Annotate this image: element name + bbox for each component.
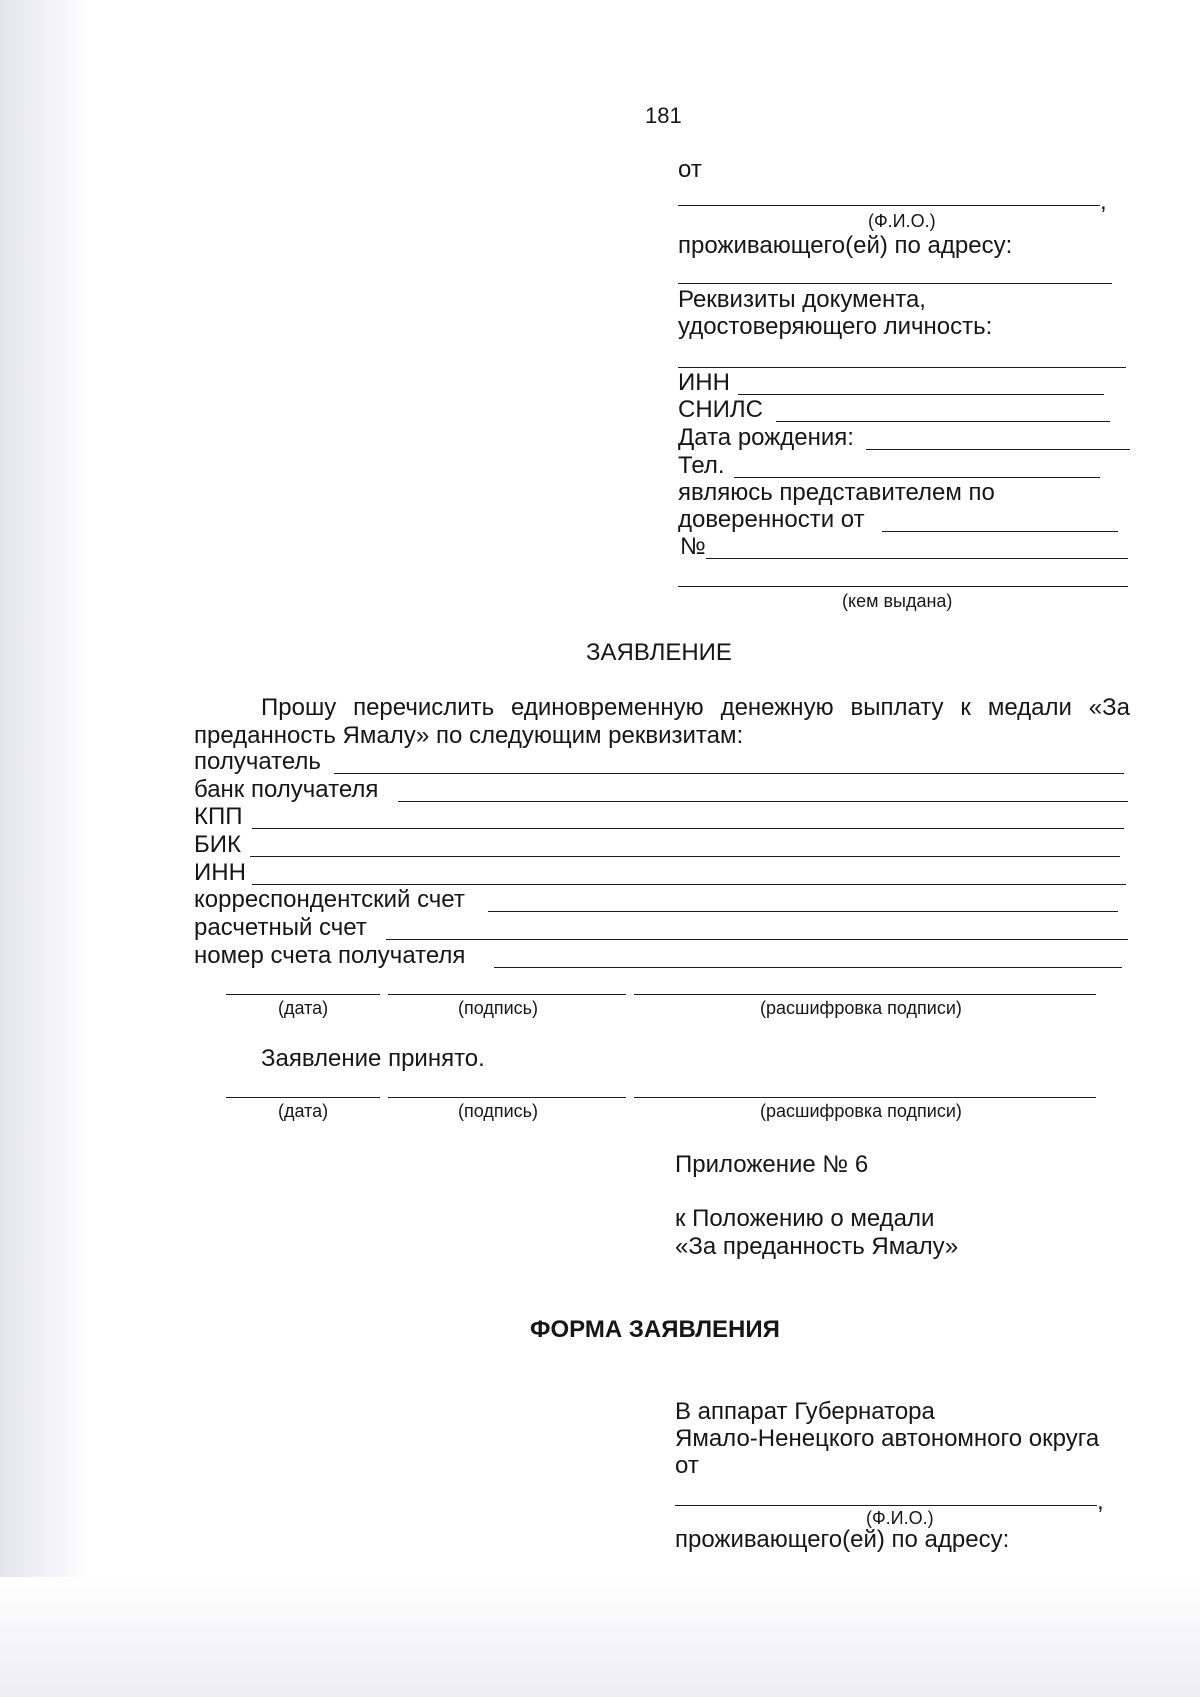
field-label-bik: БИК [194,831,241,858]
address-line[interactable] [678,283,1112,284]
residing-label: проживающего(ей) по адресу: [678,232,1013,259]
field-line-recipient[interactable] [334,773,1124,774]
issued-by-caption: (кем выдана) [842,591,953,611]
applicant-signature-caption: (подпись) [458,998,539,1018]
form-addressee-2: Ямало-Ненецкого автономного округа [675,1425,1100,1452]
scan-shadow-bottom [0,1577,1200,1697]
accepted-signature-decoding-line[interactable] [634,1097,1096,1098]
statement-paragraph: Прошу перечислить единовременную денежную выплату к медали «За преданность Ямалу» по следующим реквизитам: [194,694,1130,749]
form-residing-label: проживающего(ей) по адресу: [675,1526,1010,1553]
field-line-correspondent-account[interactable] [488,911,1118,912]
field-line-recipient-account[interactable] [494,967,1122,968]
power-of-attorney-number-line[interactable] [706,558,1128,559]
statement-title: ЗАЯВЛЕНИЕ [586,639,732,666]
field-label-correspondent-account: корреспондентский счет [194,886,465,913]
applicant-decoding-caption: (расшифровка подписи) [760,998,962,1018]
field-line-bik[interactable] [250,856,1120,857]
form-fio-caption: (Ф.И.О.) [866,1508,934,1528]
number-sign: № [680,533,706,560]
phone-label: Тел. [678,452,725,479]
accepted-date-caption: (дата) [278,1101,329,1121]
field-label-recipient-bank: банк получателя [194,776,379,803]
field-line-settlement-account[interactable] [386,939,1128,940]
fio-caption: (Ф.И.О.) [868,211,936,231]
statement-accepted: Заявление принято. [261,1045,485,1072]
appendix-line-2: «За преданность Ямалу» [675,1233,959,1260]
inn-label: ИНН [678,369,730,396]
scan-shadow-left [0,0,90,1697]
field-line-recipient-bank[interactable] [398,801,1128,802]
field-line-kpp[interactable] [252,828,1124,829]
applicant-date-caption: (дата) [278,998,329,1018]
appendix-title: Приложение № 6 [675,1151,869,1178]
fio-line[interactable] [678,205,1100,206]
form-addressee-1: В аппарат Губернатора [675,1398,935,1425]
doc-requisites-label-1: Реквизиты документа, [678,286,926,313]
power-of-attorney-date-line[interactable] [882,531,1118,532]
field-label-kpp: КПП [194,803,243,830]
accepted-decoding-caption: (расшифровка подписи) [760,1101,962,1121]
snils-label: СНИЛС [678,396,763,423]
form-fio-line[interactable] [675,1505,1097,1506]
fio-comma: , [1100,188,1107,215]
field-label-recipient-account: номер счета получателя [194,942,466,969]
page-number: 181 [645,103,682,128]
birth-date-line[interactable] [866,449,1130,450]
from-label: от [678,156,702,183]
applicant-date-line[interactable] [226,994,380,995]
inn-line[interactable] [738,394,1104,395]
representative-label-2: доверенности от [678,506,865,533]
accepted-signature-caption: (подпись) [458,1101,539,1121]
doc-requisites-label-2: удостоверяющего личность: [678,313,993,340]
snils-line[interactable] [776,421,1110,422]
issued-by-line[interactable] [678,586,1128,587]
field-line-inn[interactable] [252,884,1126,885]
applicant-signature-decoding-line[interactable] [634,994,1096,995]
accepted-date-line[interactable] [226,1097,380,1098]
appendix-line-1: к Положению о медали [675,1205,935,1232]
field-label-settlement-account: расчетный счет [194,914,367,941]
field-label-recipient: получатель [194,748,321,775]
phone-line[interactable] [734,477,1100,478]
applicant-signature-line[interactable] [388,994,626,995]
birth-date-label: Дата рождения: [678,424,854,451]
form-fio-comma: , [1097,1488,1104,1515]
form-title: ФОРМА ЗАЯВЛЕНИЯ [530,1316,780,1343]
representative-label-1: являюсь представителем по [678,479,995,506]
doc-requisites-line[interactable] [678,367,1126,368]
field-label-inn: ИНН [194,859,246,886]
accepted-signature-line[interactable] [388,1097,626,1098]
form-from-label: от [675,1452,699,1479]
